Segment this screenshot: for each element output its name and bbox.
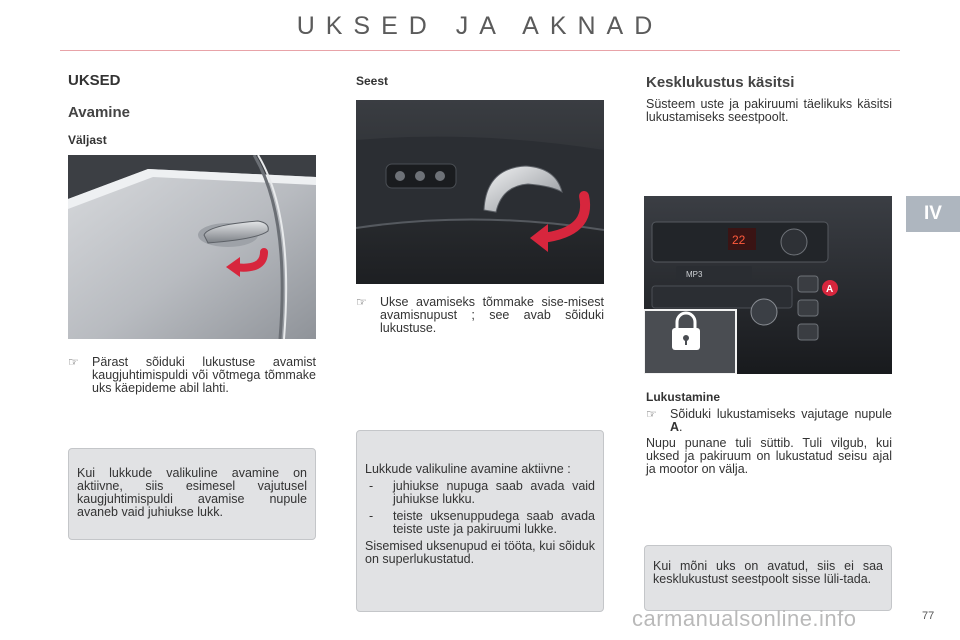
sub-label-seest: Seest xyxy=(356,74,389,88)
exterior-door-handle-photo xyxy=(68,155,316,339)
hand-pointer-icon: ☞ xyxy=(356,295,367,309)
interior-door-handle-photo xyxy=(356,100,604,284)
note-outro: Sisemised uksenupud ei tööta, kui sõiduk on superlukustatud. xyxy=(365,539,595,566)
bullet-text: Pärast sõiduki lukustuse avamist kaugjuhtimispuldi või võtmega tõmmake uks käepideme abil lahti. xyxy=(92,355,316,395)
hand-pointer-icon: ☞ xyxy=(646,407,657,421)
dash-marker: - xyxy=(369,509,374,523)
note-text: Kui lukkude valikuline avamine on aktiivne, siis esimesel vajutusel kaugjuhtimispuldi avamise nupule avaneb vaid juhiukse lukk. xyxy=(77,466,307,519)
chapter-tab[interactable]: IV xyxy=(906,196,960,232)
list-item xyxy=(365,510,595,536)
list-item xyxy=(365,480,595,506)
callout-a: A xyxy=(826,284,834,295)
note-intro: Lukkude valikuline avamine aktiivne : xyxy=(365,462,571,476)
page-number: 77 xyxy=(922,610,935,622)
central-locking-intro: Süsteem uste ja pakiruumi täelikuks käsitsi lukustamiseks seestpoolt. xyxy=(646,97,892,124)
list-item-text: teiste uksenuppudega saab avada teiste uste ja pakiruumi lukke. xyxy=(393,509,595,536)
section-heading-central-locking: Kesklukustus käsitsi xyxy=(646,74,795,91)
title-divider xyxy=(60,50,900,51)
sub-label-lukustamine: Lukustamine xyxy=(646,390,721,404)
page-title: UKSED JA AKNAD xyxy=(296,12,664,40)
list-item-text: juhiukse nupuga saab avada vaid juhiukse lukku. xyxy=(393,479,595,506)
bullet-exterior-opening xyxy=(68,356,316,395)
note-selective-unlocking-active xyxy=(356,430,604,612)
note-text: Kui mõni uks on avatud, siis ei saa kesklukustust seestpoolt sisse lüli-tada. xyxy=(653,559,883,586)
bullet-locking xyxy=(646,408,892,434)
mp3-label: MP3 xyxy=(686,270,703,279)
dash-marker: - xyxy=(369,479,374,493)
sub-label-valjast: Väljast xyxy=(68,133,107,147)
hand-pointer-icon: ☞ xyxy=(68,355,79,369)
watermark: carmanualsonline.info xyxy=(632,606,857,631)
dashboard-photo xyxy=(644,196,892,374)
section-heading-uksed: UKSED xyxy=(68,72,121,89)
locking-indicator-paragraph: Nupu punane tuli süttib. Tuli vilgub, kui uksed ja pakiruum on lukustatud seisu ajal ja mootor on välja. xyxy=(646,436,892,476)
note-door-open xyxy=(644,545,892,611)
temperature-readout: 22 xyxy=(732,233,746,247)
button-a-ref: A xyxy=(670,420,680,434)
subsection-heading-avamine: Avamine xyxy=(68,104,130,121)
bullet-text: Sõiduki lukustamiseks vajutage nupule A. xyxy=(670,407,892,434)
bullet-interior-opening xyxy=(356,296,604,335)
note-selective-unlocking xyxy=(68,448,316,540)
bullet-text: Ukse avamiseks tõmmake sise-misest avamisnupust ; see avab sõiduki lukustuse. xyxy=(380,295,604,335)
